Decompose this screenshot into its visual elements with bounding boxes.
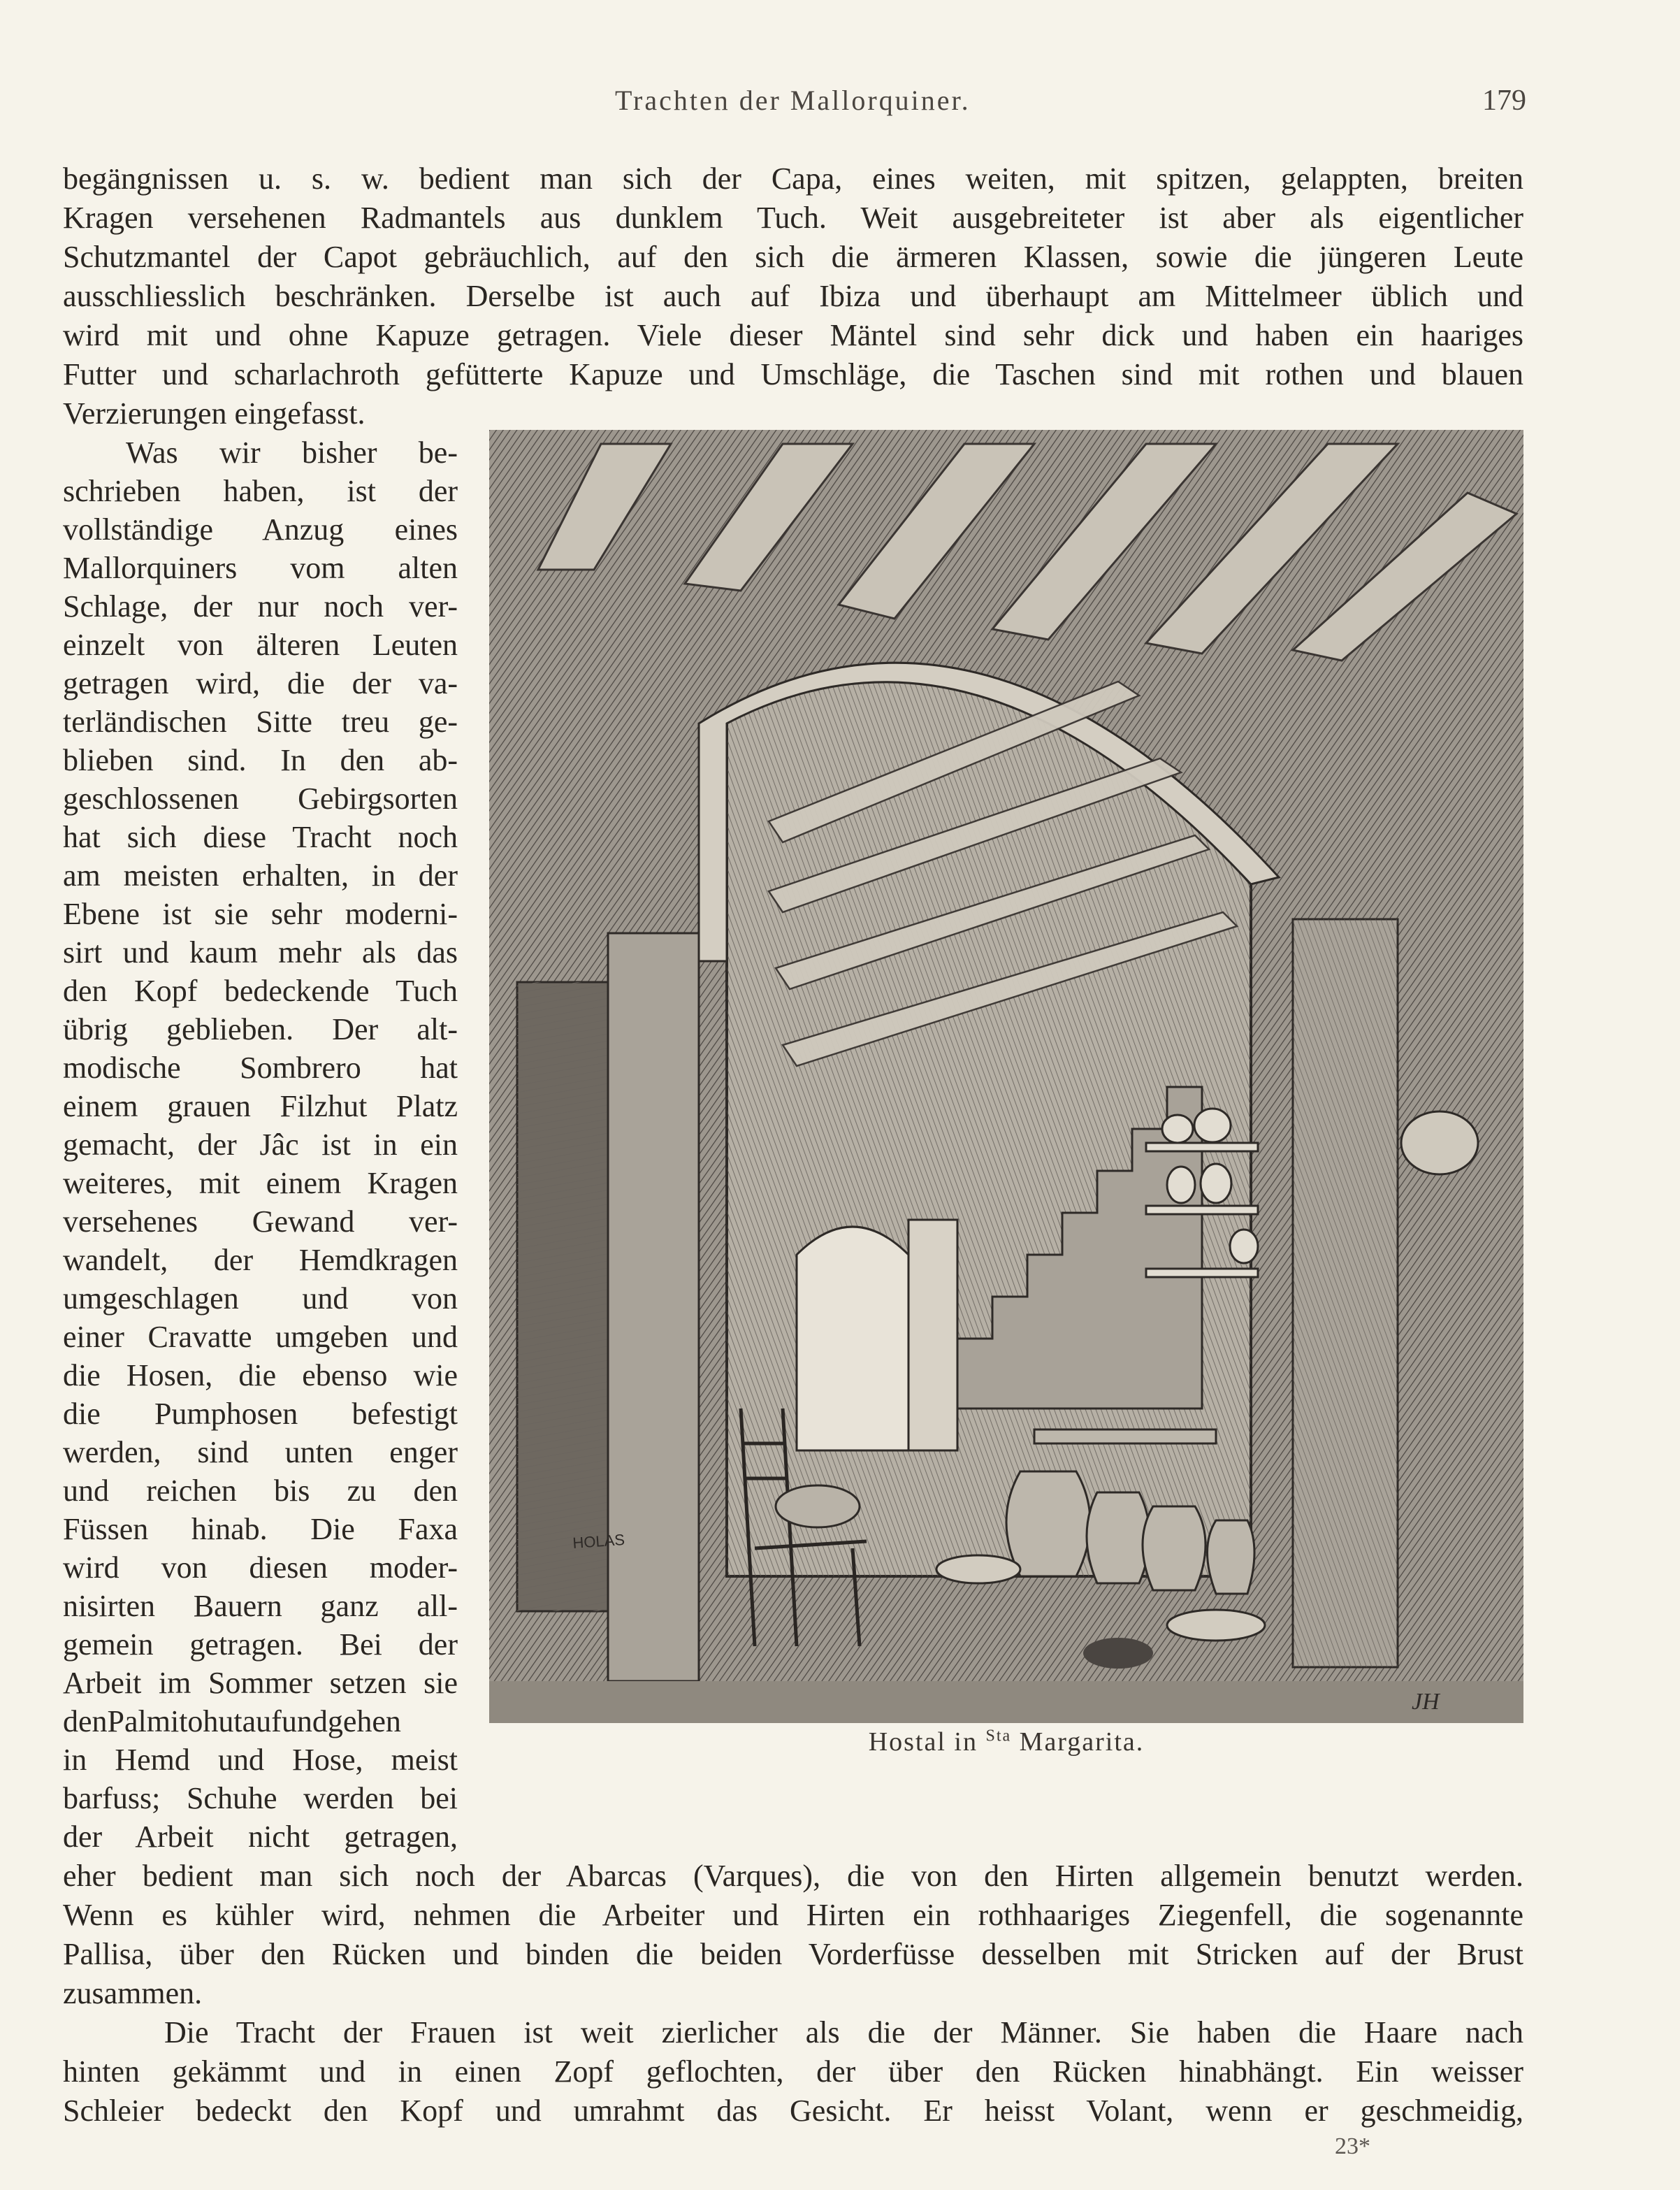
column-line: Was wir bisher be- xyxy=(126,435,458,470)
column-line: umgeschlagen und von xyxy=(63,1281,458,1316)
column-line: blieben sind. In den ab- xyxy=(63,743,458,777)
column-line: die Hosen, die ebenso wie xyxy=(63,1358,458,1392)
body-line: Futter und scharlachroth gefütterte Kapuze und Umschläge, die Taschen sind mit rothen und blauen xyxy=(63,357,1523,391)
column-line: die Pumphosen befestigt xyxy=(63,1397,458,1431)
column-line: geschlossenen Gebirgsorten xyxy=(63,781,458,816)
body-line: Schutzmantel der Capot gebräuchlich, auf den sich die ärmeren Klassen, sowie die jüngeren Leute xyxy=(63,240,1523,274)
body-line: hinten gekämmt und in einen Zopf geflochten, der über den Rücken hinabhängt. Ein weisser xyxy=(63,2054,1523,2089)
column-line: sirt und kaum mehr als das xyxy=(63,935,458,970)
body-line: eher bedient man sich noch der Abarcas (Varques), die von den Hirten allgemein benutzt werden. xyxy=(63,1859,1523,1893)
column-line: Ebene ist sie sehr moderni- xyxy=(63,897,458,931)
body-line: Wenn es kühler wird, nehmen die Arbeiter und Hirten ein rothhaariges Ziegenfell, die sogenannte xyxy=(63,1898,1523,1932)
column-line: modische Sombrero hat xyxy=(63,1051,458,1085)
column-line: Arbeit im Sommer setzen sie xyxy=(63,1666,458,1700)
column-line: einem grauen Filzhut Platz xyxy=(63,1089,458,1123)
column-line: am meisten erhalten, in der xyxy=(63,858,458,893)
body-line: begängnissen u. s. w. bedient man sich der Capa, eines weiten, mit spitzen, gelappten, breiten xyxy=(63,161,1523,196)
engraver-mark: HOLAS xyxy=(572,1530,625,1552)
column-line: übrig geblieben. Der alt- xyxy=(63,1012,458,1046)
column-line: schrieben haben, ist der xyxy=(63,474,458,508)
column-line: hat sich diese Tracht noch xyxy=(63,820,458,854)
column-line: Füssen hinab. Die Faxa xyxy=(63,1512,458,1546)
caption-superscript: Sta xyxy=(985,1727,1012,1745)
column-line: getragen wird, die der va- xyxy=(63,666,458,700)
column-line: einzelt von älteren Leuten xyxy=(63,628,458,662)
basket xyxy=(776,1485,860,1527)
engraving-illustration xyxy=(489,430,1523,1723)
column-line: wandelt, der Hemdkragen xyxy=(63,1243,458,1277)
body-line: Pallisa, über den Rücken und binden die beiden Vorderfüsse desselben mit Stricken auf der Brust xyxy=(63,1937,1523,1971)
running-head xyxy=(0,84,1680,126)
column-line: und reichen bis zu den xyxy=(63,1474,458,1508)
column-line: versehenes Gewand ver- xyxy=(63,1204,458,1239)
column-line: denPalmitohutaufundgehen xyxy=(63,1704,401,1738)
body-line: Schleier bedeckt den Kopf und umrahmt das Gesicht. Er heisst Volant, wenn er geschmeidig, xyxy=(63,2094,1523,2128)
column-line: werden, sind unten enger xyxy=(63,1435,458,1469)
column-line: Schlage, der nur noch ver- xyxy=(63,589,458,624)
figure-caption xyxy=(489,1727,1523,1757)
body-line: Verzierungen eingefasst. xyxy=(63,396,365,431)
column-line: terländischen Sitte treu ge- xyxy=(63,705,458,739)
column-line: barfuss; Schuhe werden bei xyxy=(63,1781,458,1815)
body-line: Kragen versehenen Radmantels aus dunklem Tuch. Weit ausgebreiteter ist aber als eigentlicher xyxy=(63,201,1523,235)
body-line: Die Tracht der Frauen ist weit zierlicher als die der Männer. Sie haben die Haare nach xyxy=(164,2015,1523,2049)
column-line: gemein getragen. Bei der xyxy=(63,1627,458,1662)
far-doorway xyxy=(797,1227,908,1450)
column-line: wird von diesen moder- xyxy=(63,1550,458,1585)
column-line: Mallorquiners vom alten xyxy=(63,551,458,585)
column-line: in Hemd und Hose, meist xyxy=(63,1743,458,1777)
column-line: einer Cravatte umgeben und xyxy=(63,1320,458,1354)
caption-suffix: Margarita. xyxy=(1011,1727,1145,1757)
signature-mark: 23* xyxy=(1335,2133,1370,2159)
column-line: nisirten Bauern ganz all- xyxy=(63,1589,458,1623)
body-line: zusammen. xyxy=(63,1976,203,2010)
left-pillar xyxy=(608,933,699,1681)
body-line: wird mit und ohne Kapuze getragen. Viele dieser Mäntel sind sehr dick und haben ein haariges xyxy=(63,318,1523,352)
hanging-hat xyxy=(1401,1111,1478,1174)
column-line: der Arbeit nicht getragen, xyxy=(63,1820,458,1854)
engraving-figure xyxy=(489,430,1523,1723)
body-line: ausschliesslich beschränken. Derselbe ist auch auf Ibiza und überhaupt am Mittelmeer üblich und xyxy=(63,279,1523,313)
column-line: den Kopf bedeckende Tuch xyxy=(63,974,458,1008)
running-title: Trachten der Mallorquiner. xyxy=(615,85,971,116)
column-line: weiteres, mit einem Kragen xyxy=(63,1166,458,1200)
caption-prefix: Hostal in xyxy=(868,1727,986,1757)
column-line: vollständige Anzug eines xyxy=(63,512,458,547)
cat xyxy=(1083,1638,1153,1669)
column-line: gemacht, der Jâc ist in ein xyxy=(63,1128,458,1162)
page-number: 179 xyxy=(1482,85,1526,117)
artist-monogram: JH xyxy=(1412,1689,1440,1715)
